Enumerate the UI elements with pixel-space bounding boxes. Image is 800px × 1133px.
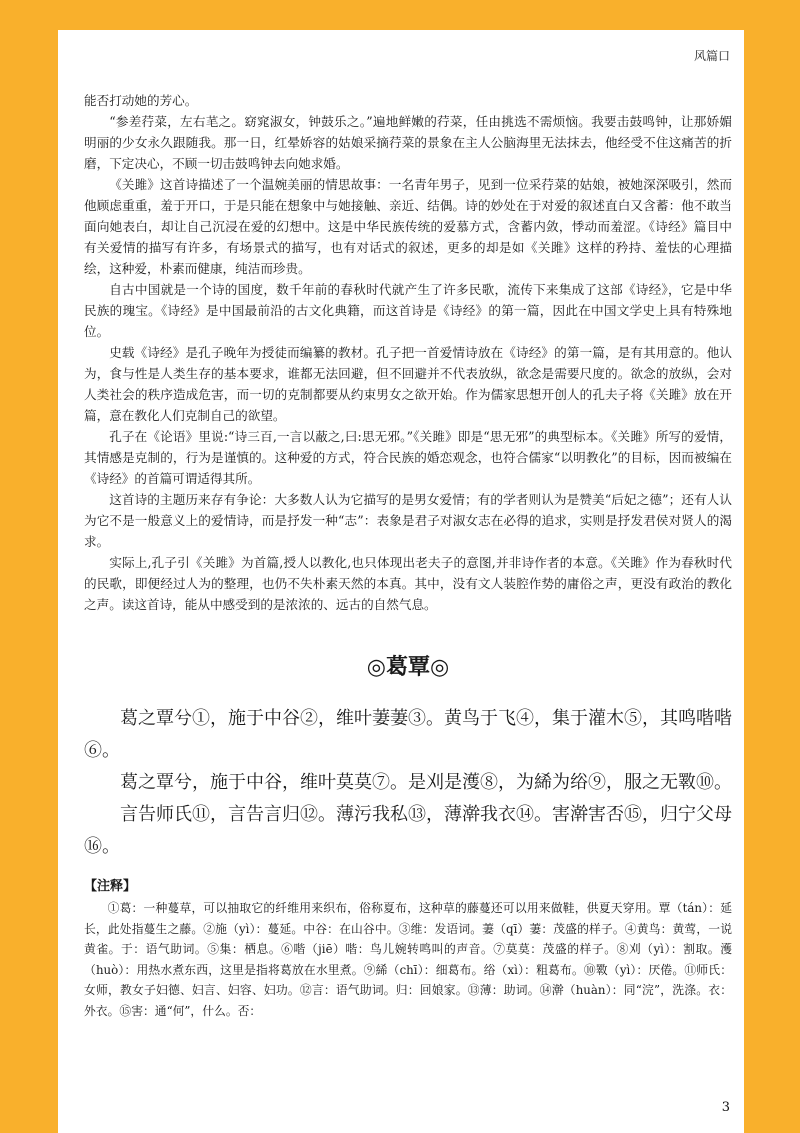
paragraph: “参差荇菜，左右芼之。窈窕淑女，钟鼓乐之。”遍地鲜嫩的荇菜，任由挑选不需烦恼。我要击鼓鸣钟，让那娇媚明丽的少女永久跟随我。那一日，红晕娇容的姑娘采摘荇菜的景象在主人公脑海里无法抹去，他经受不住这痛苦的折磨，下定决心，不顾一切击鼓鸣钟去向她求婚。	[84, 114, 732, 171]
notes-text: ①葛：一种蔓草，可以抽取它的纤维用来织布，俗称夏布，这种草的藤蔓还可以用来做鞋，供夏天穿用。覃（tán）：延长，此处指蔓生之藤。②施（yì）：蔓延。中谷：在山谷中。③维：发语词。萋（qī）萋：茂盛的样子。④黄鸟：黄莺，一说黄雀。于：语气助词。⑤集：栖息。⑥喈（jiē）喈：鸟儿婉转鸣叫的声音。⑦莫莫：茂盛的样子。⑧刈（yì）：割取。濩（huò）：用热水煮东西，这里是指将葛放在水里煮。⑨絺（chī）：细葛布。绤（xì）：粗葛布。⑩斁（yì）：厌倦。⑪师氏：女师，教女子妇德、妇言、妇容、妇功。⑫言：语气助词。归：回娘家。⑬薄：助词。⑭澣（huàn）：同“浣”，洗涤。衣：外衣。⑮害：通“何”，什么。否：	[84, 901, 732, 1018]
poem-stanza: 葛之覃兮，施于中谷，维叶莫莫⑦。是刈是濩⑧，为絺为绤⑨，服之无斁⑩。	[120, 772, 732, 793]
poem-stanza: 葛之覃兮①，施于中谷②，维叶萋萋③。黄鸟于飞④，集于灌木⑤，其鸣喈喈⑥。	[84, 708, 732, 761]
paragraph: 这首诗的主题历来存有争论：大多数人认为它描写的是男女爱情；有的学者则认为是赞美“后妃之德”；还有人认为它不是一般意义上的爱情诗，而是抒发一种“志”：表象是君子对淑女志在必得的追求，实则是抒发君侯对贤人的渴求。	[84, 492, 732, 549]
paragraph: 自古中国就是一个诗的国度，数千年前的春秋时代就产生了许多民歌，流传下来集成了这部《诗经》，它是中华民族的瑰宝。《诗经》是中国最前沿的古文化典籍，而这首诗是《诗经》的第一篇，因此在中国文学史上具有特殊地位。	[84, 282, 732, 339]
page-number: 3	[721, 1100, 730, 1115]
running-header: 风篇口	[693, 49, 730, 63]
poem-stanza: 言告师氏⑪，言告言归⑫。薄污我私⑬，薄澣我衣⑭。害澣害否⑮，归宁父母⑯。	[84, 804, 732, 857]
page	[58, 30, 744, 1133]
paragraph: 实际上,孔子引《关雎》为首篇,授人以教化,也只体现出老夫子的意图,并非诗作者的本意。《关雎》作为春秋时代的民歌，即便经过人为的整理，也仍不失朴素天然的本真。其中，没有文人装腔作势的庸俗之声，更没有政治的教化之声。读这首诗，能从中感受到的是浓浓的、远古的自然气息。	[84, 555, 732, 612]
paragraph: 孔子在《论语》里说:“诗三百,一言以蔽之,曰:思无邪。”《关雎》即是“思无邪”的典型标本。《关雎》所写的爱情，其情感是克制的，行为是谨慎的。这种爱的方式，符合民族的婚恋观念，也符合儒家“以明教化”的目标，因而被编在《诗经》的首篇可谓适得其所。	[84, 429, 732, 486]
paragraph: 史载《诗经》是孔子晚年为授徒而编纂的教材。孔子把一首爱情诗放在《诗经》的第一篇，是有其用意的。他认为，食与性是人类生存的基本要求，谁都无法回避，但不回避并不代表放纵，欲念是需要尺度的。欲念的放纵，会对人类社会的秩序造成危害，而一切的克制都要从约束男女之欲开始。作为儒家思想开创人的孔夫子将《关雎》放在开篇，意在教化人们克制自己的欲望。	[84, 345, 732, 423]
page-content	[84, 90, 732, 1021]
paragraph: 能否打动她的芳心。	[84, 93, 198, 108]
paragraph: 《关雎》这首诗描述了一个温婉美丽的情思故事：一名青年男子，见到一位采荇菜的姑娘，被她深深吸引，然而他顾虑重重，羞于开口，于是只能在想象中与她接触、亲近、结偶。诗的妙处在于对爱的叙述直白又含蓄：他不敢当面向她表白，却让自己沉浸在爱的幻想中。这是中华民族传统的爱慕方式，含蓄内敛，悸动而羞涩。《诗经》篇目中有关爱情的描写有许多，有场景式的描写，也有对话式的叙述，更多的却是如《关雎》这样的矜持、羞怯的心理描绘，这种爱，朴素而健康，纯洁而珍贵。	[84, 177, 732, 276]
poem-title: ◎葛覃◎	[366, 655, 450, 680]
notes-heading: 【注释】	[84, 879, 137, 894]
